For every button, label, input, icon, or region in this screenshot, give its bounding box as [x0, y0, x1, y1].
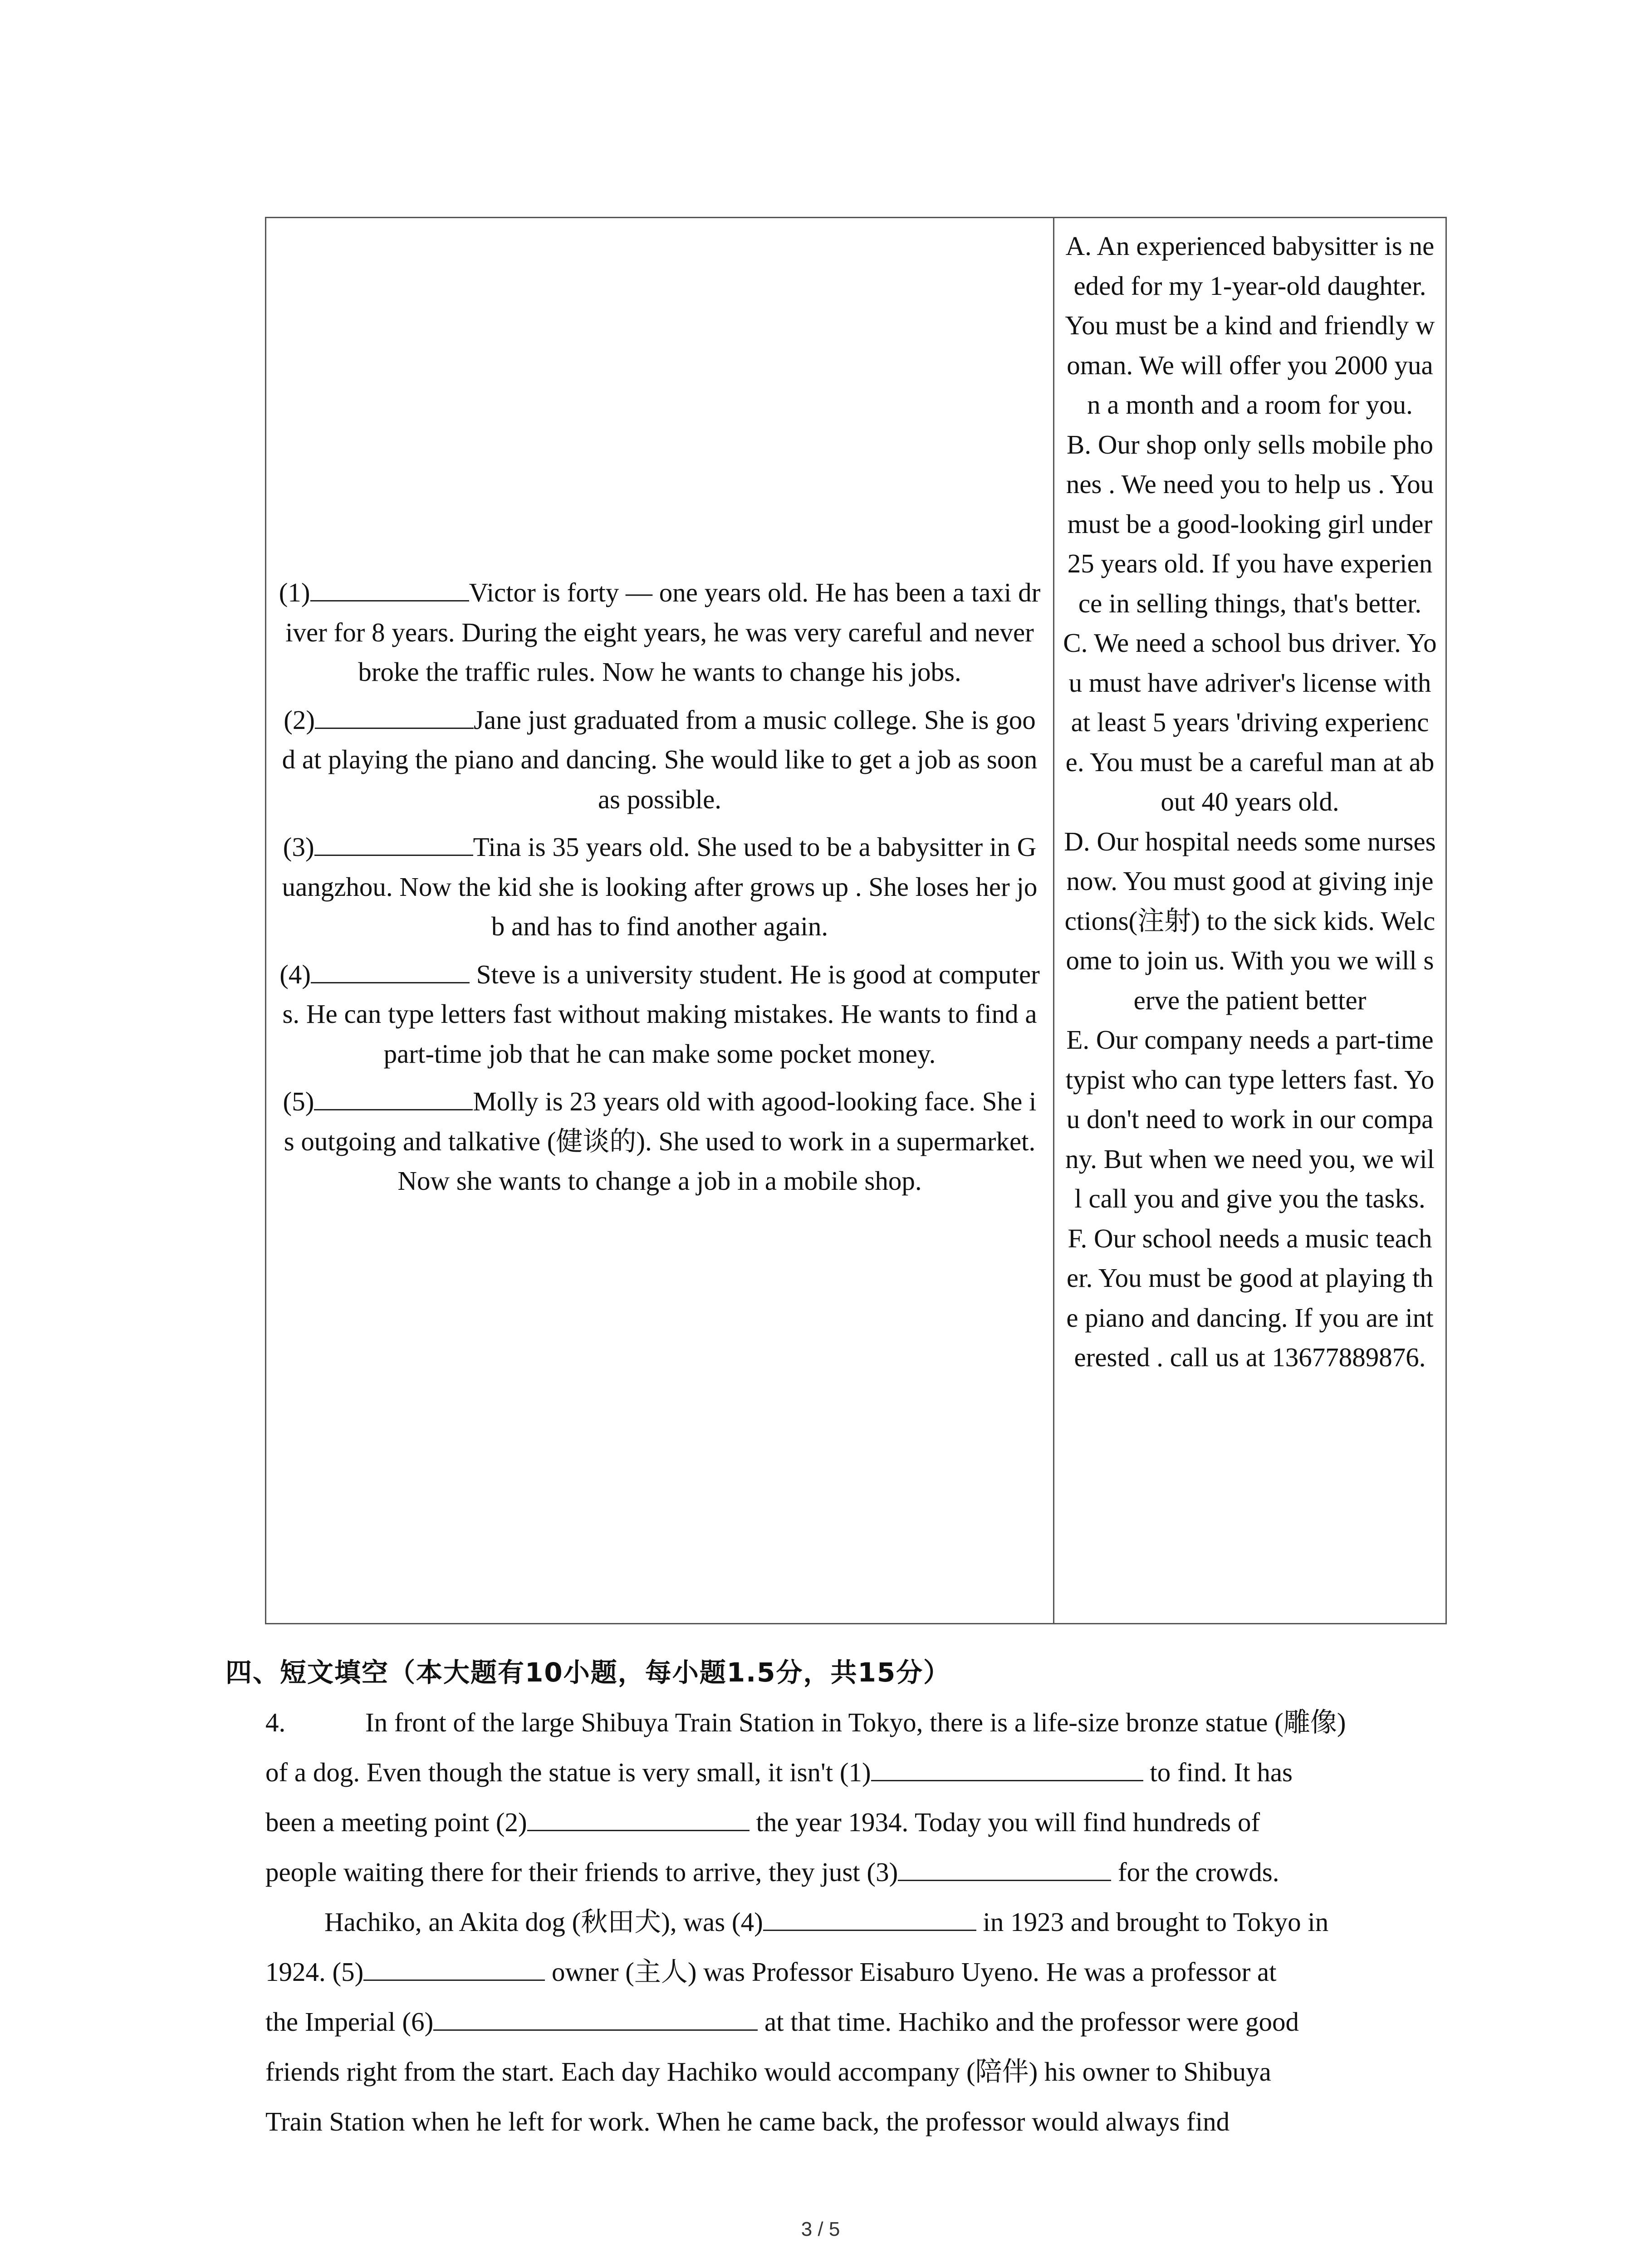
- passage-text: at that time. Hachiko and the professor were good: [758, 2007, 1299, 2037]
- passage-text: of a dog. Even though the statue is very small, it isn't (1): [265, 1757, 871, 1787]
- passage-line: [225, 1747, 1450, 1797]
- passage-text: Train Station when he left for work. When he came back, the professor would always find: [265, 2107, 1230, 2136]
- case-text: Molly is 23 years old with agood-looking face. She is outgoing and talkative (健谈的). She used to work in a supermarket. Now she wants to change a job in a mobile shop.: [284, 1086, 1037, 1196]
- answer-blank[interactable]: [310, 576, 469, 601]
- blank-1[interactable]: [871, 1755, 1143, 1781]
- ad-d: D. Our hospital needs some nurses now. You must good at giving injections(注射) to the sick kids. Welcome to join us. With you we will serve the patient better: [1064, 826, 1436, 1015]
- case-1: [279, 573, 1041, 692]
- passage-text: to find. It has: [1143, 1757, 1293, 1787]
- passage-line: [225, 2047, 1450, 2097]
- case-3: [279, 827, 1041, 947]
- case-number: (3): [283, 832, 314, 862]
- cloze-passage: [225, 1697, 1450, 2146]
- passage-text: people waiting there for their friends to arrive, they just (3): [265, 1857, 898, 1887]
- passage-text: the Imperial (6): [265, 2007, 434, 2037]
- case-number: (4): [279, 959, 311, 989]
- passage-line: [225, 1847, 1450, 1897]
- passage-text: in 1923 and brought to Tokyo in: [976, 1907, 1329, 1937]
- passage-text: Hachiko, an Akita dog (秋田犬), was (4): [324, 1907, 763, 1937]
- case-text: Tina is 35 years old. She used to be a babysitter in Guangzhou. Now the kid she is looking after grows up . She loses her job and has to find another again.: [282, 832, 1038, 942]
- passage-line: [225, 2097, 1450, 2146]
- passage-text: been a meeting point (2): [265, 1807, 527, 1837]
- passage-line: [225, 1797, 1450, 1847]
- blank-5[interactable]: [363, 1954, 545, 1981]
- ad-b: B. Our shop only sells mobile phones . We need you to help us . You must be a good-looking girl under 25 years old. If you have experience in selling things, that's better.: [1066, 429, 1434, 618]
- passage-text: 1924. (5): [265, 1957, 364, 1987]
- passage-text: friends right from the start. Each day Hachiko would accompany (陪伴) his owner to Shibuya: [265, 2057, 1271, 2087]
- passage-line: [225, 1697, 1450, 1747]
- answer-blank[interactable]: [315, 704, 474, 729]
- answer-blank[interactable]: [314, 831, 473, 856]
- matching-table: [265, 217, 1447, 1624]
- case-2: [279, 700, 1041, 820]
- people-list: [279, 573, 1041, 1209]
- case-text: Steve is a university student. He is good at computers. He can type letters fast without making mistakes. He wants to find a part-time job that he can make some pocket money.: [282, 959, 1040, 1069]
- case-text: Victor is forty — one years old. He has been a taxi driver for 8 years. During the eight years, he was very careful and never broke the traffic rules. Now he wants to change his jobs.: [285, 577, 1041, 687]
- blank-2[interactable]: [527, 1804, 749, 1831]
- ads-column: [1054, 218, 1445, 1623]
- page-number: 3 / 5: [801, 2218, 840, 2240]
- blank-4[interactable]: [763, 1904, 976, 1931]
- passage-line: [225, 1997, 1450, 2047]
- ad-e: E. Our company needs a part-time typist who can type letters fast. You don't need to work in our company. But when we need you, we will call you and give you the tasks.: [1065, 1025, 1435, 1213]
- case-4: [279, 955, 1041, 1074]
- blank-6[interactable]: [433, 2004, 758, 2031]
- case-number: (2): [284, 704, 315, 735]
- question-number: 4.: [265, 1707, 286, 1737]
- passage-text: the year 1934. Today you will find hundreds of: [749, 1807, 1260, 1837]
- passage-line: [225, 1947, 1450, 1997]
- answer-blank[interactable]: [311, 958, 470, 983]
- case-5: [279, 1082, 1041, 1201]
- passage-text: for the crowds.: [1111, 1857, 1279, 1887]
- blank-3[interactable]: [898, 1854, 1111, 1881]
- answer-blank[interactable]: [314, 1085, 473, 1110]
- case-number: (1): [279, 577, 310, 608]
- ad-a: A. An experienced babysitter is needed for my 1-year-old daughter. You must be a kind and friendly woman. We will offer you 2000 yuan a month and a room for you.: [1065, 231, 1435, 420]
- passage-text: owner (主人) was Professor Eisaburo Uyeno. He was a professor at: [545, 1957, 1277, 1987]
- section-heading: 四、短文填空（本大题有10小题，每小题1.5分，共15分）: [225, 1657, 951, 1688]
- ad-c: C. We need a school bus driver. You must have adriver's license with at least 5 years 'driving experience. You must be a careful man at about 40 years old.: [1063, 628, 1437, 816]
- case-number: (5): [283, 1086, 314, 1117]
- passage-text: In front of the large Shibuya Train Station in Tokyo, there is a life-size bronze statue (雕像): [365, 1707, 1346, 1737]
- people-column: [266, 218, 1054, 1623]
- ad-f: F. Our school needs a music teacher. You must be good at playing the piano and dancing. If you are interested . call us at 13677889876.: [1066, 1223, 1434, 1372]
- case-text: Jane just graduated from a music college. She is good at playing the piano and dancing. She would like to get a job as soon as possible.: [282, 704, 1038, 814]
- passage-line: [225, 1897, 1450, 1947]
